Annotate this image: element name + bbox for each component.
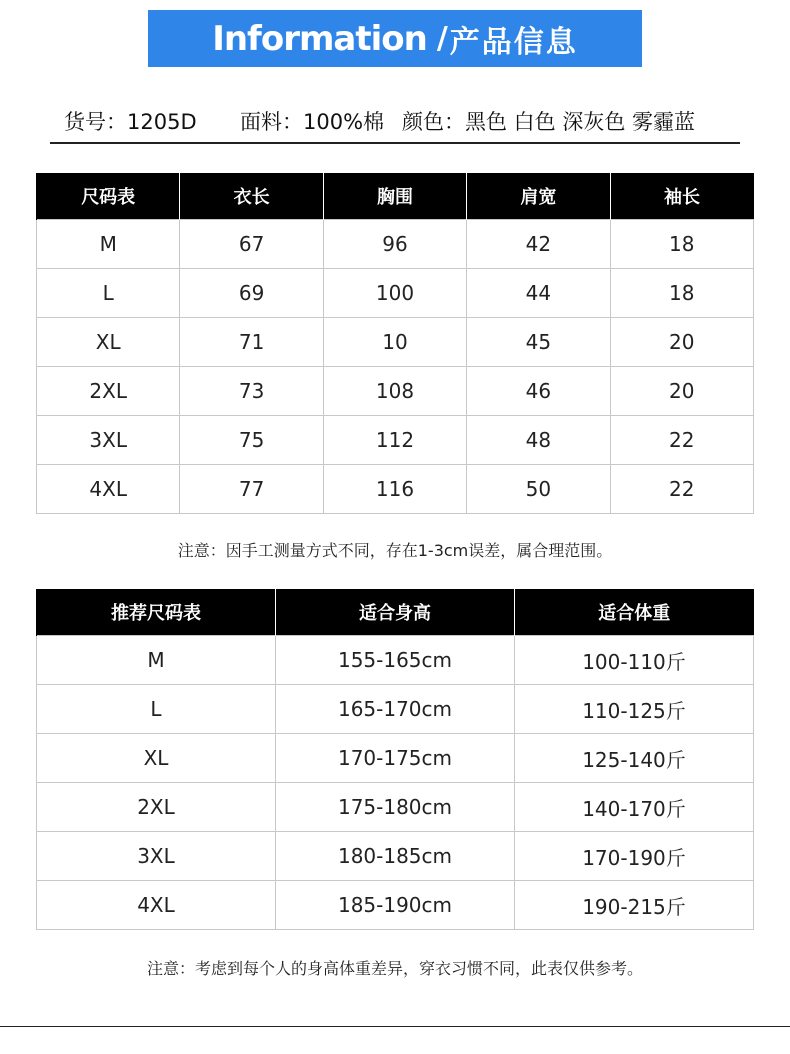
table-cell: 2XL (37, 367, 180, 416)
size-chart-header-chest: 胸围 (323, 173, 466, 220)
table-row (37, 416, 754, 465)
table-cell: 3XL (37, 832, 276, 881)
table-cell: 18 (610, 220, 753, 269)
table-cell: 45 (467, 318, 610, 367)
size-chart-header-sleeve: 袖长 (610, 173, 753, 220)
table-row (37, 832, 754, 881)
header-title-zh: 产品信息 (449, 24, 578, 60)
product-sku: 货号：1205D (64, 110, 197, 134)
table-cell: M (37, 220, 180, 269)
table-cell: 10 (323, 318, 466, 367)
table-cell: 50 (467, 465, 610, 514)
table-row (37, 685, 754, 734)
table-cell: 125-140斤 (515, 734, 754, 783)
table-cell: 116 (323, 465, 466, 514)
table-row (37, 636, 754, 685)
table-cell: 140-170斤 (515, 783, 754, 832)
table-cell: 108 (323, 367, 466, 416)
table-cell: 20 (610, 318, 753, 367)
table-cell: 69 (180, 269, 323, 318)
product-material: 面料：100%棉 (240, 110, 385, 134)
header-banner (148, 10, 642, 67)
table-cell: 22 (610, 465, 753, 514)
measurement-note: 注意：因手工测量方式不同，存在1-3cm误差，属合理范围。 (177, 541, 613, 560)
product-info-line (50, 100, 740, 144)
recommended-header-size: 推荐尺码表 (37, 589, 276, 636)
table-cell: 170-190斤 (515, 832, 754, 881)
header-title-en: Information (212, 18, 427, 59)
table-cell: 2XL (37, 783, 276, 832)
table-cell: 175-180cm (276, 783, 515, 832)
table-cell: 100 (323, 269, 466, 318)
recommended-header-height: 适合身高 (276, 589, 515, 636)
table-cell: 42 (467, 220, 610, 269)
size-chart-header-length: 衣长 (180, 173, 323, 220)
table-cell: 155-165cm (276, 636, 515, 685)
table-cell: 100-110斤 (515, 636, 754, 685)
table-cell: 18 (610, 269, 753, 318)
table-cell: M (37, 636, 276, 685)
table-row (37, 881, 754, 930)
table-cell: 48 (467, 416, 610, 465)
table-cell: 67 (180, 220, 323, 269)
table-cell: 77 (180, 465, 323, 514)
table-cell: 4XL (37, 465, 180, 514)
header-slash: / (436, 21, 448, 56)
table-cell: XL (37, 318, 180, 367)
table-cell: 165-170cm (276, 685, 515, 734)
table-cell: 180-185cm (276, 832, 515, 881)
table-cell: 75 (180, 416, 323, 465)
table-cell: L (37, 685, 276, 734)
size-chart-table (36, 173, 754, 514)
table-cell: 44 (467, 269, 610, 318)
table-cell: 96 (323, 220, 466, 269)
bottom-divider (0, 1026, 790, 1027)
table-cell: 71 (180, 318, 323, 367)
table-cell: 4XL (37, 881, 276, 930)
size-chart-header-row (37, 173, 754, 220)
table-row (37, 734, 754, 783)
table-row (37, 318, 754, 367)
table-row (37, 220, 754, 269)
table-cell: L (37, 269, 180, 318)
product-colors: 颜色：黑色 白色 深灰色 雾霾蓝 (402, 110, 696, 134)
table-cell: 190-215斤 (515, 881, 754, 930)
recommended-header-row (37, 589, 754, 636)
table-cell: 110-125斤 (515, 685, 754, 734)
recommended-size-table (36, 589, 754, 930)
table-cell: 170-175cm (276, 734, 515, 783)
size-chart-header-size: 尺码表 (37, 173, 180, 220)
table-row (37, 367, 754, 416)
recommended-header-weight: 适合体重 (515, 589, 754, 636)
table-cell: 112 (323, 416, 466, 465)
size-chart-header-shoulder: 肩宽 (467, 173, 610, 220)
table-cell: 73 (180, 367, 323, 416)
table-row (37, 783, 754, 832)
table-cell: 20 (610, 367, 753, 416)
table-cell: 46 (467, 367, 610, 416)
table-cell: XL (37, 734, 276, 783)
table-cell: 3XL (37, 416, 180, 465)
table-row (37, 269, 754, 318)
table-row (37, 465, 754, 514)
table-cell: 22 (610, 416, 753, 465)
reference-note: 注意：考虑到每个人的身高体重差异，穿衣习惯不同，此表仅供参考。 (146, 959, 643, 978)
table-cell: 185-190cm (276, 881, 515, 930)
